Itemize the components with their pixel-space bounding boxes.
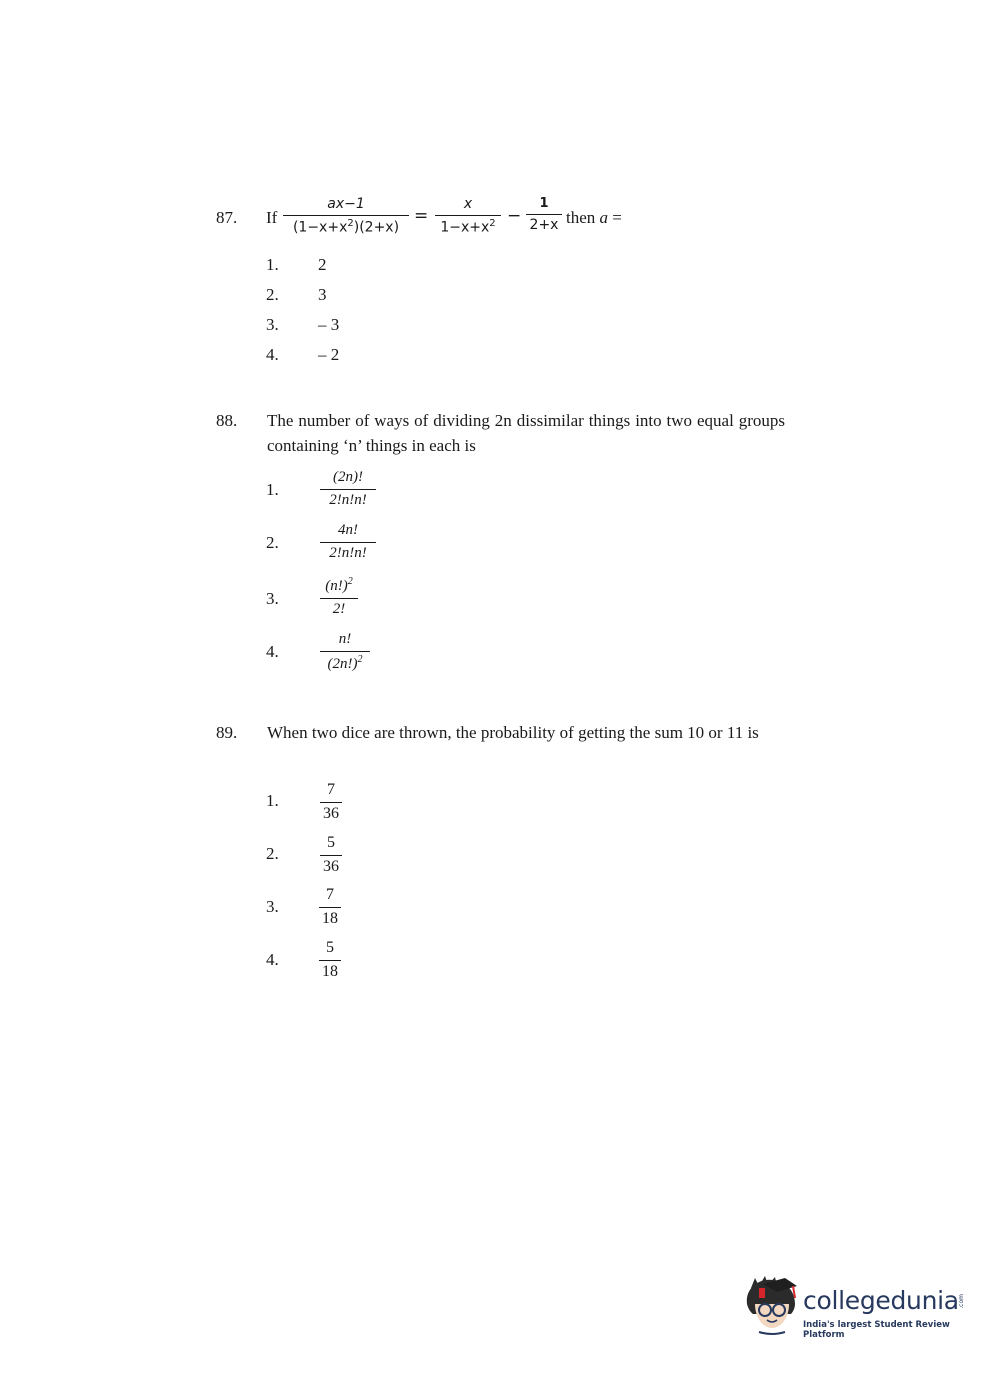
rhs2-denominator: 2+x [529, 217, 559, 233]
fraction-numerator: 7 [327, 781, 335, 798]
lhs-numerator: ax−1 [327, 196, 365, 212]
fraction-numerator: 5 [327, 834, 335, 851]
logo-tagline: India's largest Student Review Platform [803, 1320, 950, 1340]
question-87-option-2-value: 3 [318, 285, 327, 304]
question-87-rhs2-fraction [526, 196, 562, 233]
logo-wordmark: collegedunia [803, 1286, 959, 1315]
question-88-option-4-fraction [320, 631, 370, 673]
question-87-option-1-number: 1. [266, 255, 279, 274]
question-87-option-2-number: 2. [266, 285, 279, 304]
question-89-option-1-number: 1. [266, 791, 279, 810]
question-88-option-3-fraction [320, 576, 358, 618]
question-87-option-4-number: 4. [266, 345, 279, 364]
fraction-denominator: 18 [322, 963, 338, 980]
fraction-denominator: 2!n!n! [329, 545, 367, 561]
question-89-number: 89. [216, 723, 238, 742]
question-89-option-2-number: 2. [266, 844, 279, 863]
fraction-denominator: 18 [322, 910, 338, 927]
question-89-option-1-fraction [320, 781, 342, 823]
question-87-lhs-fraction [283, 196, 409, 236]
question-89-option-2-fraction [320, 834, 342, 876]
question-89-option-4-number: 4. [266, 950, 279, 969]
fraction-numerator: 5 [326, 939, 334, 956]
logo-domain: .com [958, 1294, 965, 1309]
fraction-numerator: n! [338, 631, 352, 647]
question-88-number: 88. [216, 411, 238, 430]
question-89-option-3-number: 3. [266, 897, 279, 916]
question-87-suffix: then a = [566, 208, 622, 227]
question-87-option-3-value: – 3 [318, 315, 340, 334]
question-88-option-4-number: 4. [266, 642, 279, 661]
question-87-minus: − [507, 206, 522, 226]
question-89-option-3-fraction [319, 886, 341, 928]
question-88-text: The number of ways of dividing 2n dissimilar things into two equal groups containing ‘n’ things in each is [267, 411, 785, 455]
fraction-numerator: (2n)! [333, 469, 363, 485]
fraction-denominator: 36 [323, 805, 339, 822]
question-87-rhs1-fraction [435, 196, 501, 236]
question-88-option-2-fraction [320, 522, 376, 562]
lhs-denominator: $(1-x+x^2)(2+x)$ [292, 218, 400, 236]
question-87-option-1-value: 2 [318, 255, 327, 274]
fraction-denominator: 2! [332, 601, 346, 617]
question-87-number: 87. [216, 208, 238, 227]
question-87-prefix: If [266, 208, 278, 227]
question-88-option-1-fraction [320, 469, 376, 509]
rhs2-numerator: 1 [539, 196, 549, 211]
rhs1-denominator: $1-x+x^2$ [440, 218, 496, 236]
fraction-denominator: 2!n!n! [329, 492, 367, 508]
rhs1-numerator: x [463, 196, 473, 212]
question-88-option-3-number: 3. [266, 589, 279, 608]
fraction-numerator: 7 [326, 886, 334, 903]
fraction-numerator: 4n! [338, 522, 358, 538]
question-88-option-1-number: 1. [266, 480, 279, 499]
question-87-option-3-number: 3. [266, 315, 279, 334]
question-89-text: When two dice are thrown, the probability of getting the sum 10 or 11 is [267, 723, 759, 742]
question-88-option-2-number: 2. [266, 533, 279, 552]
question-87-equals: = [414, 206, 429, 226]
collegedunia-logo [741, 1274, 971, 1338]
fraction-denominator: $(2n!)^2$ [327, 654, 363, 672]
mascot-icon [741, 1274, 803, 1338]
fraction-denominator: 36 [323, 858, 339, 875]
fraction-numerator: $(n!)^2$ [325, 576, 353, 594]
question-87-option-4-value: – 2 [318, 345, 340, 364]
question-89-option-4-fraction [319, 939, 341, 981]
